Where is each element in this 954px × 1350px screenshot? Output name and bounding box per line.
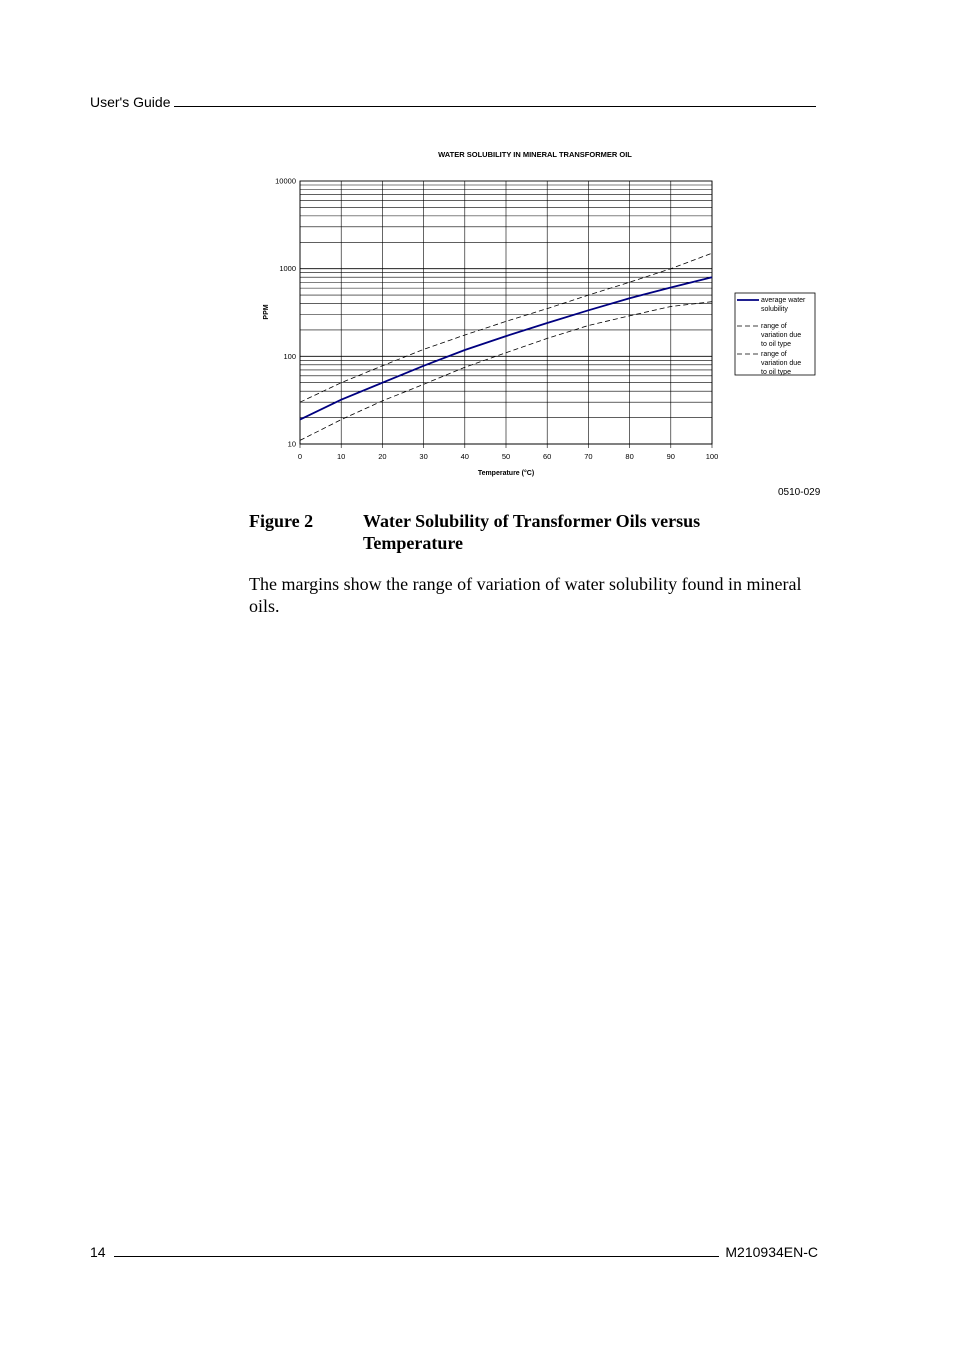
doc-code: M210934EN-C xyxy=(725,1244,818,1260)
x-tick-label: 0 xyxy=(297,452,303,461)
page-footer xyxy=(90,1240,818,1260)
page-number: 14 xyxy=(90,1244,106,1260)
figure-id: 0510-029 xyxy=(778,487,821,498)
y-axis-label: PPM xyxy=(263,304,270,320)
legend-label: range of variation due to oil type xyxy=(761,323,802,348)
caption-number: Figure 2 xyxy=(249,511,314,531)
y-tick-label: 1000 xyxy=(279,264,296,274)
x-tick-label: 40 xyxy=(460,452,469,461)
legend-label: range of variation due to oil type xyxy=(761,351,802,376)
chart-legend xyxy=(735,293,815,376)
solubility-chart xyxy=(0,0,954,500)
y-tick-label: 10000 xyxy=(275,176,296,186)
x-tick-label: 70 xyxy=(584,452,593,461)
x-tick-label: 30 xyxy=(419,452,428,461)
x-tick-label: 90 xyxy=(666,452,675,461)
x-tick-label: 80 xyxy=(625,452,634,461)
y-tick-label: 10 xyxy=(287,439,296,449)
body-paragraph: The margins show the range of variation of water solubility found in mineral oils. xyxy=(249,574,802,616)
footer-rule xyxy=(114,1256,720,1257)
x-tick-label: 60 xyxy=(543,452,552,461)
x-tick-label: 10 xyxy=(337,452,346,461)
legend-label: average water solubility xyxy=(761,297,806,313)
y-tick-label: 100 xyxy=(283,351,296,361)
x-tick-label: 50 xyxy=(501,452,511,461)
x-tick-label: 100 xyxy=(705,452,719,461)
header-title: User's Guide xyxy=(90,94,171,110)
chart-grid xyxy=(300,181,712,444)
x-axis-label: Temperature (°C) xyxy=(477,470,535,477)
x-tick-label: 20 xyxy=(378,452,387,461)
chart-ticks xyxy=(275,177,718,462)
caption-text: Water Solubility of Transformer Oils versus Temperature xyxy=(363,511,701,553)
chart-title: WATER SOLUBILITY IN MINERAL TRANSFORMER OIL xyxy=(438,150,632,159)
